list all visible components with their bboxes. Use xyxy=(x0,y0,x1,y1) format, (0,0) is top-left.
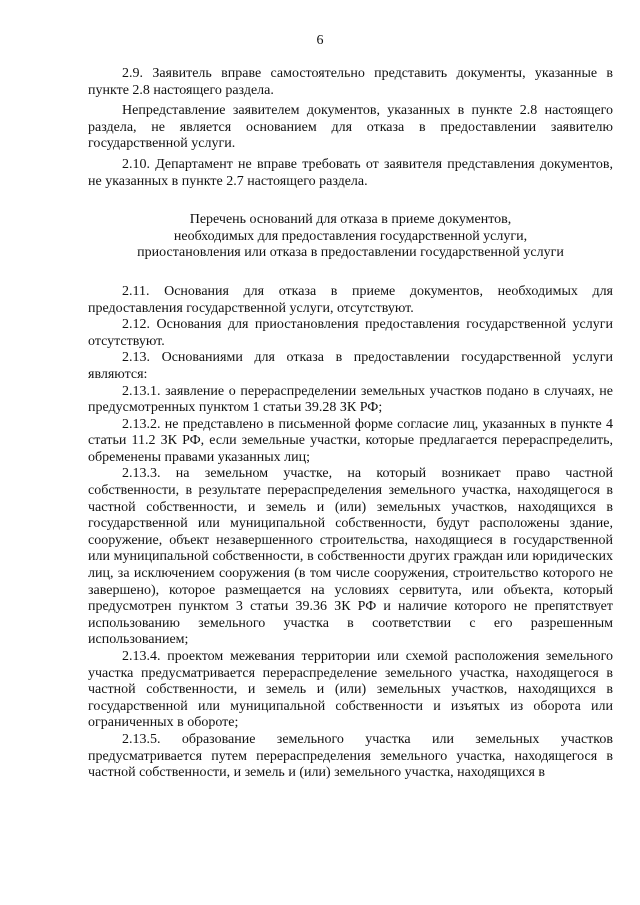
paragraph-2-13-3: 2.13.3. на земельном участке, на который возникает право частной собственности, в результате перераспределения земельного участка, находящегося в частной собственности, и земель и (или) земельных участков, находящихся в государственной или муниципальной собственности, будут расположены здание, сооружение, объект незавершенного строительства, находящиеся в государственной или муниципальной собственности, в собственности других граждан или юридических лиц, за исключением сооружения (в том числе сооружения, строительство которого не завершено), которое размещается на условиях сервитута, или объекта, который предусмотрен пунктом 3 статьи 39.36 ЗК РФ и наличие которого не препятствует использованию земельного участка в соответствии с его разрешенным использованием; xyxy=(88,466,613,648)
paragraph-2-13: 2.13. Основаниями для отказа в предоставлении государственной услуги являются: xyxy=(88,350,613,382)
heading-line: приостановления или отказа в предоставлении государственной услуги xyxy=(137,245,564,261)
paragraph-2-12: 2.12. Основания для приостановления предоставления государственной услуги отсутствуют. xyxy=(88,317,613,349)
section-heading xyxy=(88,212,613,262)
paragraph-2-13-5: 2.13.5. образование земельного участка или земельных участков предусматривается путем перераспределения земельного участка, находящегося в частной собственности, и земель и (или) земельного участка, находящихся в xyxy=(88,731,613,781)
paragraph-2-9-note: Непредставление заявителем документов, указанных в пункте 2.8 настоящего раздела, не является основанием для отказа в предоставлении заявителю государственной услуги. xyxy=(88,103,613,152)
paragraph-2-13-1: 2.13.1. заявление о перераспределении земельных участков подано в случаях, не предусмотренных пунктом 1 статьи 39.28 ЗК РФ; xyxy=(88,383,613,416)
paragraph-2-13-2: 2.13.2. не представлено в письменной форме согласие лиц, указанных в пункте 4 статьи 11.2 ЗК РФ, если земельные участки, которые предлагается перераспределить, обременены правами указанных лиц; xyxy=(88,416,613,465)
heading-line: необходимых для предоставления государственной услуги, xyxy=(173,228,528,244)
document-body xyxy=(88,66,613,782)
paragraph-2-11: 2.11. Основания для отказа в приеме документов, необходимых для предоставления государственной услуги, отсутствуют. xyxy=(88,283,613,316)
paragraph-2-10: 2.10. Департамент не вправе требовать от заявителя представления документов, не указанных в пункте 2.7 настоящего раздела. xyxy=(88,156,613,189)
page-number: 6 xyxy=(316,33,324,48)
heading-line: Перечень оснований для отказа в приеме документов, xyxy=(189,212,512,228)
paragraph-2-13-4: 2.13.4. проектом межевания территории или схемой расположения земельного участка предусматривается перераспределение земельного участка, находящегося в частной собственности, и земель и (или) земельных участков, находящихся в государственной или муниципальной собственности и изъятых из оборота или ограниченных в обороте; xyxy=(88,649,613,731)
paragraph-2-9: 2.9. Заявитель вправе самостоятельно представить документы, указанные в пункте 2.8 настоящего раздела. xyxy=(88,66,613,98)
